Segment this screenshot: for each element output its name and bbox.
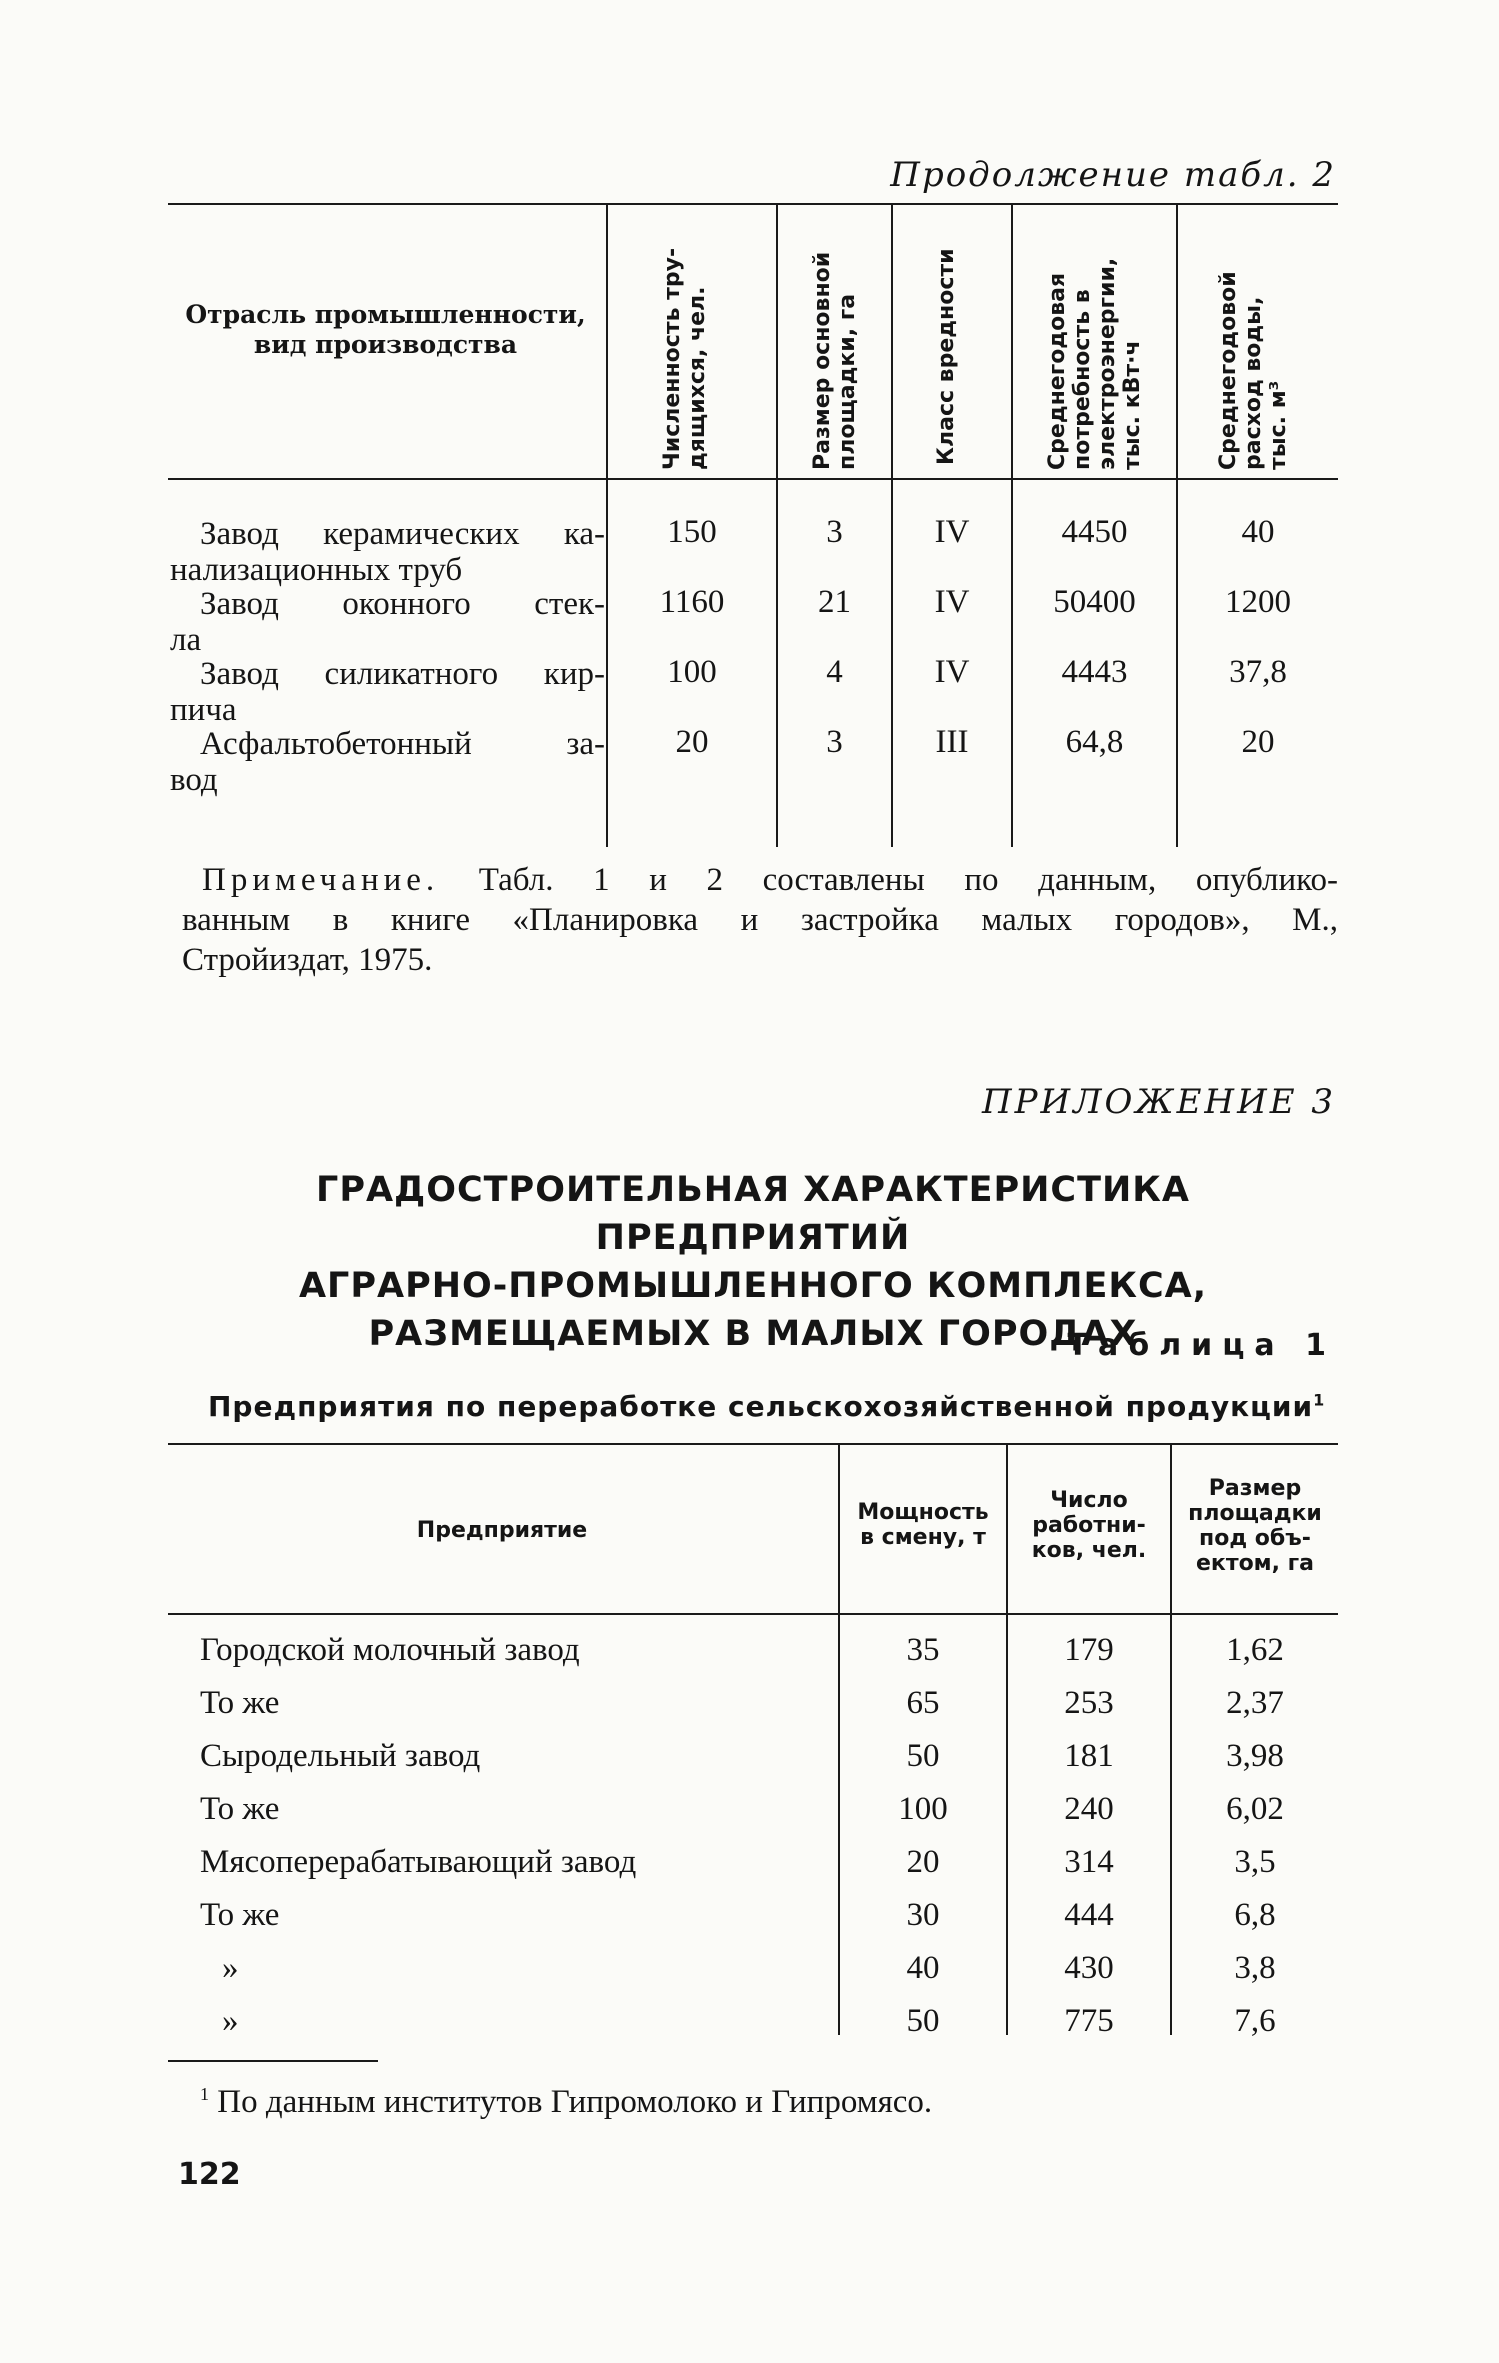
cell-capacity: 100 (898, 1791, 948, 1827)
cell-site: 21 (818, 584, 851, 620)
table-title: Предприятия по переработке сельскохозяйственной продукции$^1$ (208, 1390, 1326, 1423)
table-a-header-rule (168, 478, 1338, 480)
footnote (200, 2084, 932, 2121)
cell-area: 7,6 (1234, 2003, 1276, 2039)
table-b-row-enterprise: » (222, 2003, 239, 2039)
cell-electricity: 4450 (1061, 514, 1128, 550)
cell-area: 3,98 (1226, 1738, 1284, 1774)
section-title: ГРАДОСТРОИТЕЛЬНАЯ ХАРАКТЕРИСТИКА ПРЕДПРИЯТИЙ АГРАРНО-ПРОМЫШЛЕННОГО КОМПЛЕКСА, РАЗМЕЩАЕМЫХ В МАЛЫХ ГОРОДАХ (298, 1170, 1208, 1354)
cell-area: 6,8 (1234, 1897, 1276, 1933)
table-b-row-enterprise: То же (200, 1685, 280, 1721)
table-b-row-enterprise: То же (200, 1897, 280, 1933)
table-b-row-enterprise: То же (200, 1791, 280, 1827)
appendix-label: ПРИЛОЖЕНИЕ 3 (981, 1082, 1336, 1122)
cell-workers-count: 240 (1064, 1791, 1114, 1827)
table-a-row-industry: Завод керамических ка- нализационных труб (170, 516, 605, 588)
cell-area: 6,02 (1226, 1791, 1284, 1827)
cell-site: 3 (826, 724, 843, 760)
header-electricity: Среднегодовая потребность в электроэнергии, тыс. кВт·ч (1045, 257, 1145, 470)
cell-capacity: 35 (906, 1632, 940, 1668)
table-a-row-industry: Асфальтобетонный за- вод (170, 726, 605, 798)
cell-workers-count: 430 (1064, 1950, 1114, 1986)
note-text: Табл. 1 и 2 составлены по данным, опублико- (478, 862, 1339, 898)
cell-capacity: 50 (906, 2003, 940, 2039)
table-a-top-rule (168, 203, 1338, 205)
cell-hazard: III (935, 724, 969, 760)
footnote-mark: 1 (200, 2084, 209, 2104)
footnote-rule (168, 2060, 378, 2062)
cell-workers: 100 (667, 654, 717, 690)
header-water: Среднегодовой расход воды, тыс. м³ (1216, 271, 1291, 470)
note-label: Примечание. (202, 862, 440, 898)
cell-capacity: 50 (906, 1738, 940, 1774)
table-b-row-enterprise: Городской молочный завод (200, 1632, 580, 1668)
table-b-header-rule (168, 1613, 1338, 1615)
cell-area: 1,62 (1226, 1632, 1284, 1668)
note-paragraph (182, 860, 1338, 980)
cell-capacity: 30 (906, 1897, 940, 1933)
cell-workers-count: 314 (1064, 1844, 1114, 1880)
header-workers-count: Число работни- ков, чел. (1031, 1488, 1147, 1563)
cell-workers-count: 775 (1064, 2003, 1114, 2039)
cell-capacity: 20 (906, 1844, 940, 1880)
table-b-row-enterprise: Сыродельный завод (200, 1738, 481, 1774)
cell-hazard: IV (934, 514, 970, 550)
table-b-row-enterprise: » (222, 1950, 239, 1986)
cell-workers: 20 (675, 724, 709, 760)
cell-water: 40 (1241, 514, 1275, 550)
header-capacity: Мощность в смену, т (857, 1500, 989, 1550)
cell-workers: 1160 (659, 584, 725, 620)
cell-hazard: IV (934, 654, 970, 690)
cell-capacity: 65 (906, 1685, 940, 1721)
note-text: ванным в книге «Планировка и застройка малых городов», М., (182, 902, 1338, 938)
continuation-label: Продолжение табл. 2 (890, 155, 1336, 195)
cell-workers: 150 (667, 514, 717, 550)
table-a-row-industry: Завод оконного стек- ла (170, 586, 605, 658)
cell-workers-count: 179 (1064, 1632, 1114, 1668)
cell-site: 4 (826, 654, 843, 690)
cell-site: 3 (826, 514, 843, 550)
header-hazard-class: Класс вредности (934, 248, 959, 465)
page-number: 122 (178, 2157, 241, 2192)
header-workers: Численность тру- дящихся, чел. (660, 247, 710, 470)
cell-workers-count: 444 (1064, 1897, 1114, 1933)
cell-area: 2,37 (1226, 1685, 1284, 1721)
table-b-top-rule (168, 1443, 1338, 1445)
table-number: Таблица 1 (1067, 1328, 1336, 1363)
note-text: Стройиздат, 1975. (182, 942, 433, 978)
cell-hazard: IV (934, 584, 970, 620)
cell-water: 1200 (1225, 584, 1291, 620)
cell-water: 37,8 (1229, 654, 1287, 690)
table-b-row-enterprise: Мясоперерабатывающий завод (200, 1844, 637, 1880)
cell-electricity: 50400 (1053, 584, 1136, 620)
header-area: Размер площадки под объ- ектом, га (1188, 1476, 1322, 1576)
footnote-ref: 1 (1313, 1390, 1326, 1410)
cell-electricity: 4443 (1061, 654, 1128, 690)
footnote-text: По данным институтов Гипромолоко и Гипромясо. (217, 2084, 933, 2120)
header-enterprise: Предприятие (416, 1518, 588, 1543)
cell-area: 3,8 (1234, 1950, 1276, 1986)
table-a-row-industry: Завод силикатного кир- пича (170, 656, 605, 728)
cell-workers-count: 181 (1064, 1738, 1114, 1774)
cell-area: 3,5 (1234, 1844, 1276, 1880)
cell-water: 20 (1241, 724, 1275, 760)
header-site-size: Размер основной площадки, га (810, 251, 860, 470)
cell-capacity: 40 (906, 1950, 940, 1986)
header-industry: Отрасль промышленности, вид производства (185, 300, 586, 359)
cell-workers-count: 253 (1064, 1685, 1114, 1721)
cell-electricity: 64,8 (1065, 724, 1124, 760)
